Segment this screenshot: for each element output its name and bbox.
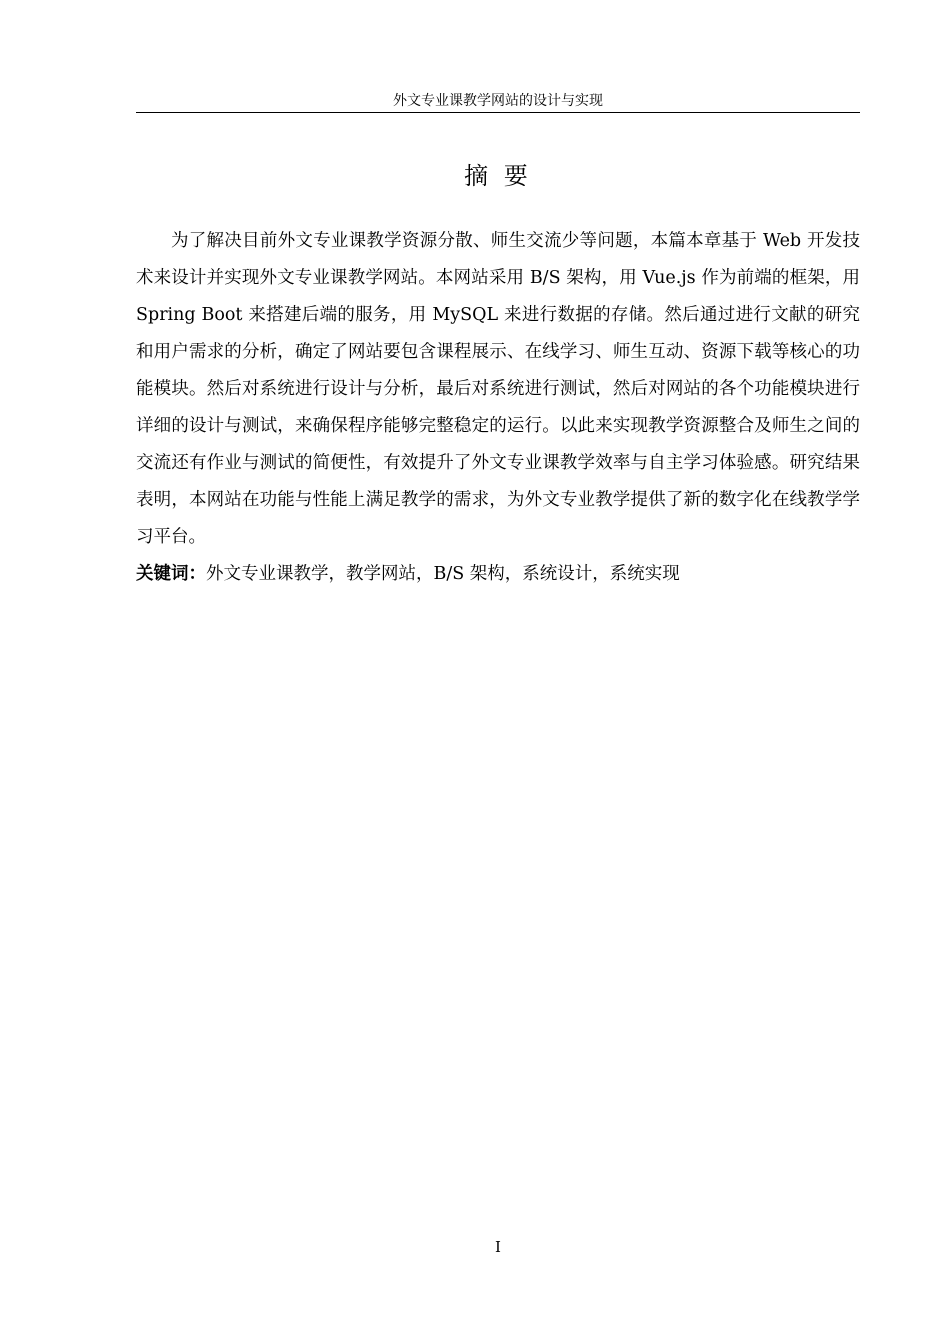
keywords-label: 关键词： [136,564,206,584]
keywords-text: 外文专业课教学，教学网站，B/S 架构，系统设计，系统实现 [206,564,680,584]
abstract-body: 为了解决目前外文专业课教学资源分散、师生交流少等问题，本篇本章基于 Web 开发技术来设计并实现外文专业课教学网站。本网站采用 B/S 架构，用 Vue.js 作为前端的框架，用 Spring Boot 来搭建后端的服务，用 MySQL 来进行数据的存储。然后通过进行文献的研究和用户需求的分析，确定了网站要包含课程展示、在线学习、师生互动、资源下载等核心的功能模块。然后对系统进行设计与分析，最后对系统进行测试，然后对网站的各个功能模块进行详细的设计与测试，来确保程序能够完整稳定的运行。以此来实现教学资源整合及师生之间的交流还有作业与测试的简便性，有效提升了外文专业课教学效率与自主学习体验感。研究结果表明，本网站在功能与性能上满足教学的需求，为外文专业教学提供了新的数字化在线教学学习平台。 [136,231,860,547]
abstract-title: 摘 要 [464,162,532,190]
running-header [136,90,860,113]
running-header-title: 外文专业课教学网站的设计与实现 [393,93,603,109]
page-number: I [495,1238,501,1256]
keywords-line [136,556,860,593]
